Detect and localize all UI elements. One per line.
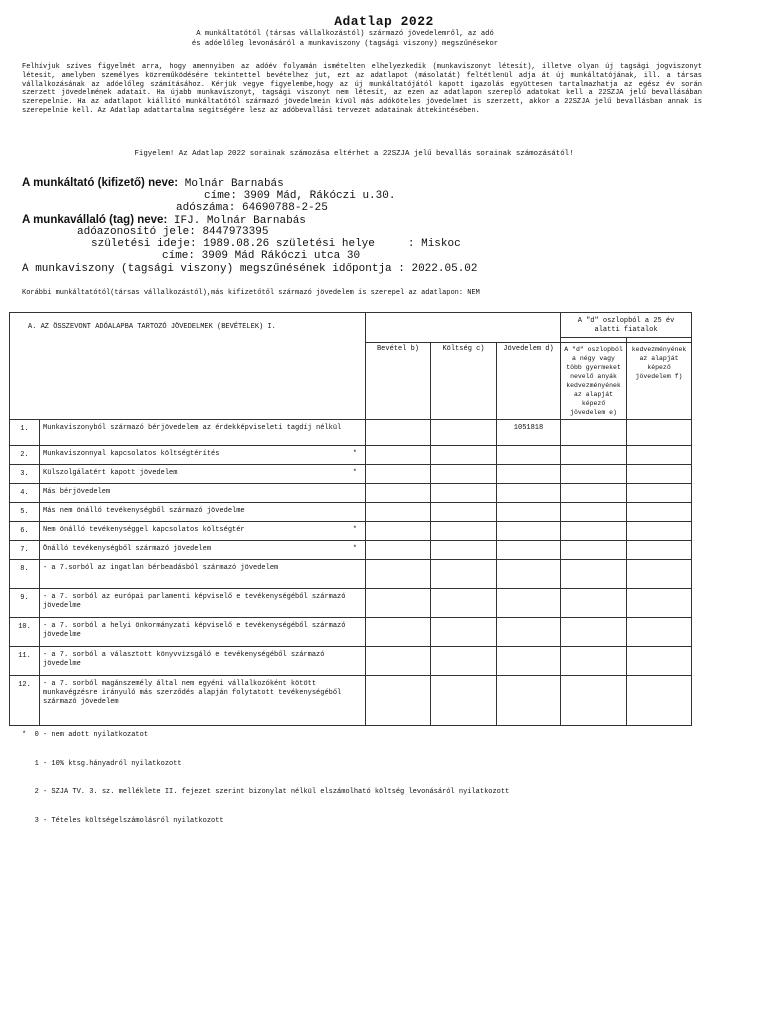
employer-address: 3909 Mád, Rákóczi u.30. xyxy=(243,190,396,202)
cell-d xyxy=(497,484,561,503)
row-description xyxy=(40,446,366,465)
previous-income-line: Korábbi munkáltatótól(társas vállalkozástól),más kifizetőtől származó jövedelem is szerepel az adatlapon: NEM xyxy=(22,289,480,297)
row-description-text: - a 7. sorból a helyi önkormányzati képviselő e tevékenységéből származó jövedelme xyxy=(43,622,346,639)
table-row xyxy=(10,522,692,541)
table-row xyxy=(10,465,692,484)
cell-f xyxy=(627,541,692,560)
cell-f xyxy=(627,589,692,618)
cell-c xyxy=(431,484,497,503)
termination-line xyxy=(22,263,478,275)
cell-d xyxy=(497,560,561,589)
row-description xyxy=(40,484,366,503)
row-description xyxy=(40,420,366,446)
cell-e xyxy=(561,465,627,484)
row-number: 6. xyxy=(10,522,40,541)
table-row xyxy=(10,541,692,560)
row-number: 2. xyxy=(10,446,40,465)
cell-d xyxy=(497,541,561,560)
cell-b xyxy=(366,503,431,522)
row-description xyxy=(40,560,366,589)
employee-address-label: címe: xyxy=(162,250,196,262)
table-row xyxy=(10,589,692,618)
col-c-header: Költség c) xyxy=(431,343,497,420)
cell-b xyxy=(366,560,431,589)
cell-e xyxy=(561,541,627,560)
row-star-marker: * xyxy=(352,545,357,553)
table-row xyxy=(10,618,692,647)
cell-e xyxy=(561,503,627,522)
employee-taxid: 8447973395 xyxy=(202,226,269,238)
row-star-marker: * xyxy=(352,450,357,458)
cell-e xyxy=(561,560,627,589)
row-star-marker: * xyxy=(352,526,357,534)
row-description-text: Más bérjövedelem xyxy=(43,488,111,496)
row-number: 7. xyxy=(10,541,40,560)
cell-c xyxy=(431,618,497,647)
row-description-text: Nem önálló tevékenységgel kapcsolatos költségtér xyxy=(43,526,245,534)
cell-f xyxy=(627,618,692,647)
employer-name-line xyxy=(22,177,284,190)
cell-c xyxy=(431,465,497,484)
cell-f xyxy=(627,647,692,676)
employee-taxid-label: adóazonosító jele: xyxy=(77,226,196,238)
employer-address-label: címe: xyxy=(204,190,238,202)
cell-e xyxy=(561,484,627,503)
footnote-0: * 0 - nem adott nyilatkozatot xyxy=(22,731,149,739)
row-description xyxy=(40,541,366,560)
row-description xyxy=(40,503,366,522)
row-description-text: - a 7.sorból az ingatlan bérbeadásból származó jövedelem xyxy=(43,564,279,572)
table-row xyxy=(10,484,692,503)
header-empty-bc xyxy=(366,313,561,343)
employee-address: 3909 Mád Rákóczi utca 30 xyxy=(201,250,361,262)
cell-f xyxy=(627,560,692,589)
cell-b xyxy=(366,484,431,503)
cell-d xyxy=(497,503,561,522)
cell-d: 1051818 xyxy=(497,420,561,446)
cell-f xyxy=(627,522,692,541)
row-star-marker: * xyxy=(352,469,357,477)
cell-e xyxy=(561,446,627,465)
col-b-header: Bevétel b) xyxy=(366,343,431,420)
footnote-3: 3 - Tételes költségelszámolásról nyilatkozott xyxy=(22,816,224,825)
section-title: A. AZ ÖSSZEVONT ADÓALAPBA TARTOZÓ JÖVEDELMEK (BEVÉTELEK) I. xyxy=(10,313,366,343)
cell-d xyxy=(497,446,561,465)
table-row xyxy=(10,560,692,589)
row-description-text: - a 7. sorból magánszemély által nem egyéni vállalkozóként kötött munkavégzésre irányuló más szerződés alapján folytatott tevékenységéből származó jövedelem xyxy=(43,680,342,706)
cell-f xyxy=(627,484,692,503)
footnote-2: 2 - SZJA TV. 3. sz. melléklete II. fejezet szerint bizonylat nélkül elszámolható költség levonásáról nyilatkozott xyxy=(22,788,510,796)
row-description-text: Más nem önálló tevékenységből származó jövedelme xyxy=(43,507,245,515)
cell-b xyxy=(366,589,431,618)
termination-date: 2022.05.02 xyxy=(411,263,478,275)
row-number: 8. xyxy=(10,560,40,589)
cell-b xyxy=(366,647,431,676)
header-spacer xyxy=(10,343,366,420)
employer-taxnum-label: adószáma: xyxy=(176,202,236,214)
cell-c xyxy=(431,446,497,465)
row-description-text: Önálló tevékenységből származó jövedelem xyxy=(43,545,212,553)
row-number: 11. xyxy=(10,647,40,676)
row-description-text: Külszolgálatért kapott jövedelem xyxy=(43,469,178,477)
document-title: Adatlap 2022 xyxy=(334,14,434,29)
cell-b xyxy=(366,522,431,541)
employee-birth-label: születési ideje: xyxy=(91,238,197,250)
table-header-row-1 xyxy=(10,313,692,338)
cell-c xyxy=(431,541,497,560)
employer-taxnum-line xyxy=(176,202,328,214)
employee-name-label: A munkavállaló (tag) neve: xyxy=(22,214,168,226)
cell-d xyxy=(497,618,561,647)
cell-f xyxy=(627,503,692,522)
intro-paragraph: Felhívjuk szíves figyelmét arra, hogy amennyiben az adóév folyamán ismételten elhelyezkedik (munkaviszonyt létesít), illetve olyan új tagsági jogviszonyt létesít, amelyben személyes közreműködésére tekintettel bevételhez jut, ezt az adatlapot (másolatát) feltétlenül adja át új munkáltatójának, ill. a társas vállalkozásának az adóelőleg számításához. Kérjük vegye figyelembe,hogy az új munkáltatójától kapott igazolás együttesen tartalmazhatja az egész év során szerzett jövedelmének adatait. Ha újabb munkaviszonyt, tagsági viszonyt nem létesít, az ezen az adatlapon szereplő adatokat kell a 22SZJA jelű bevallásában szerepelnie. Ha az adatlapot kiállító munkáltatótól származó jövedelmein kívül más adóköteles jövedelmet is szerzett, akkor a 22SZJA jelű bevallásban annak is szerepelnie kell. Az Adatlap adattartalma segítségére lesz az adóbevallási tervezet adatainak áttekintésében. xyxy=(22,63,702,115)
cell-c xyxy=(431,589,497,618)
row-number: 4. xyxy=(10,484,40,503)
cell-f xyxy=(627,446,692,465)
cell-c xyxy=(431,503,497,522)
subtitle-line-2: és adóelőleg levonásáról a munkaviszony (tagsági viszony) megszűnésekor xyxy=(191,40,499,48)
cell-f xyxy=(627,465,692,484)
cell-e xyxy=(561,647,627,676)
cell-c xyxy=(431,647,497,676)
cell-d xyxy=(497,465,561,484)
footnote-1: 1 - 10% ktsg.hányadról nyilatkozott xyxy=(22,759,182,768)
row-description xyxy=(40,589,366,618)
employee-name: IFJ. Molnár Barnabás xyxy=(173,215,306,227)
employee-address-line xyxy=(162,250,360,262)
income-table xyxy=(9,312,692,726)
table-row xyxy=(10,446,692,465)
col-d-header: Jövedelem d) xyxy=(497,343,561,420)
employer-name: Molnár Barnabás xyxy=(184,178,284,190)
cell-d xyxy=(497,589,561,618)
employee-birthplace-label: születési helye xyxy=(275,238,375,250)
cell-b xyxy=(366,420,431,446)
cell-c xyxy=(431,420,497,446)
row-description xyxy=(40,465,366,484)
document-subtitle xyxy=(0,29,690,49)
employee-birthplace: : Miskoc xyxy=(407,238,461,250)
cell-e xyxy=(561,589,627,618)
employee-birth-line xyxy=(91,238,461,250)
cell-d xyxy=(497,522,561,541)
employer-taxnum: 64690788-2-25 xyxy=(242,202,328,214)
termination-label: A munkaviszony (tagsági viszony) megszűnésének időpontja : xyxy=(22,263,405,275)
employee-taxid-line xyxy=(77,226,268,238)
cell-d xyxy=(497,647,561,676)
row-description xyxy=(40,618,366,647)
cell-e xyxy=(561,676,627,726)
row-description-text: Munkaviszonnyal kapcsolatos költségtérítés xyxy=(43,450,220,458)
cell-c xyxy=(431,560,497,589)
cell-f xyxy=(627,420,692,446)
cell-b xyxy=(366,541,431,560)
row-description xyxy=(40,522,366,541)
cell-c xyxy=(431,522,497,541)
row-description-text: - a 7. sorból a választott könyvvizsgáló e tevékenységéből származó jövedelme xyxy=(43,651,325,668)
cell-b xyxy=(366,446,431,465)
row-number: 10. xyxy=(10,618,40,647)
table-header-row-3 xyxy=(10,343,692,420)
row-description-text: - a 7. sorból az európai parlamenti képviselő e tevékenységéből származó jövedelme xyxy=(43,593,346,610)
employer-name-label: A munkáltató (kifizető) neve: xyxy=(22,177,179,189)
cell-b xyxy=(366,618,431,647)
employer-address-line xyxy=(204,190,395,202)
subtitle-line-1: A munkáltatótól (társas vállalkozástól) származó jövedelemről, az adó xyxy=(196,30,494,38)
cell-f xyxy=(627,676,692,726)
header-under25: A "d" oszlopból a 25 év alatti fiatalok xyxy=(561,313,692,338)
notice-line: Figyelem! Az Adatlap 2022 sorainak számozása eltérhet a 22SZJA jelű bevallás sorainak számozásától! xyxy=(134,150,574,158)
row-number: 12. xyxy=(10,676,40,726)
row-number: 3. xyxy=(10,465,40,484)
row-number: 5. xyxy=(10,503,40,522)
cell-e xyxy=(561,522,627,541)
row-number: 1. xyxy=(10,420,40,446)
table-row xyxy=(10,647,692,676)
cell-e xyxy=(561,618,627,647)
row-number: 9. xyxy=(10,589,40,618)
cell-e xyxy=(561,420,627,446)
col-e-header: A "d" oszlopból a négy vagy több gyermeket nevelő anyák kedvezményének az alapját képező jövedelem e) xyxy=(561,343,627,420)
col-f-header: kedvezményének az alapját képező jövedelem f) xyxy=(627,343,692,420)
table-row xyxy=(10,420,692,446)
footnotes xyxy=(22,712,509,836)
row-description-text: Munkaviszonyból származó bérjövedelem az érdekképviseleti tagdíj nélkül xyxy=(43,424,342,432)
cell-b xyxy=(366,465,431,484)
employee-birth-date: 1989.08.26 xyxy=(203,238,270,250)
row-description xyxy=(40,647,366,676)
table-row xyxy=(10,503,692,522)
